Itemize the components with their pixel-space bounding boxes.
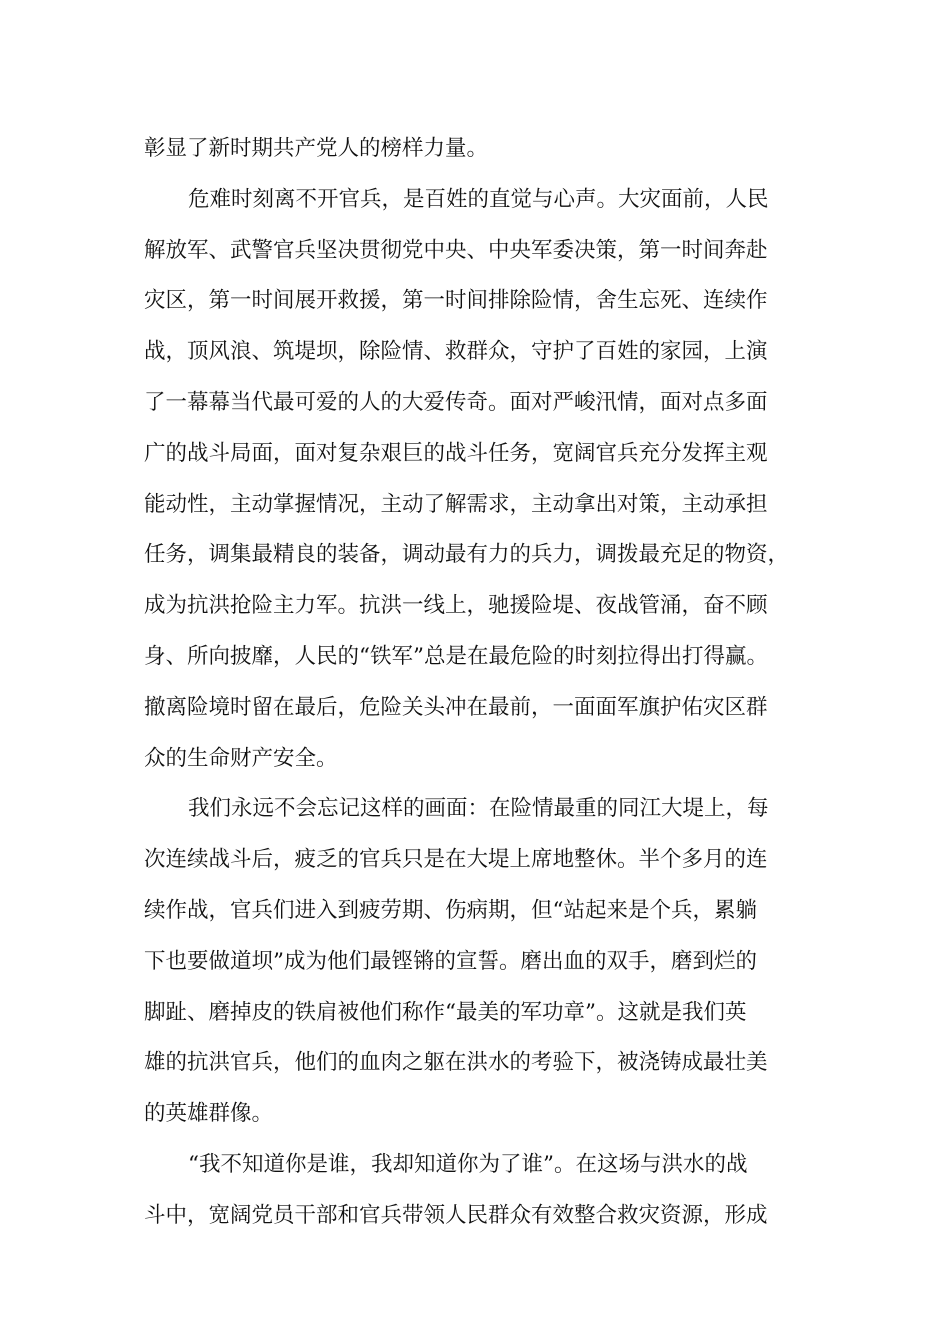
text-line: 战，顶风浪、筑堤坝，除险情、救群众，守护了百姓的家园，上演 (144, 339, 768, 365)
paragraph-first-line: 我们永远不会忘记这样的画面：在险情最重的同江大堤上，每 (188, 796, 769, 822)
paragraph-first-line: “我不知道你是谁，我却知道你为了谁”。在这场与洪水的战 (188, 1151, 748, 1177)
body-text (144, 124, 824, 1242)
paragraph-first-line: 危难时刻离不开官兵，是百姓的直觉与心声。大灾面前，人民 (188, 186, 769, 212)
text-line: 广的战斗局面，面对复杂艰巨的战斗任务，宽阔官兵充分发挥主观 (144, 440, 768, 466)
text-line: 解放军、武警官兵坚决贯彻党中央、中央军委决策，第一时间奔赴 (144, 237, 768, 263)
text-line: 下也要做道坝”成为他们最铿锵的宣誓。磨出血的双手，磨到烂的 (144, 948, 757, 974)
text-line: 撤离险境时留在最后，危险关头冲在最前，一面面军旗护佑灾区群 (144, 694, 768, 720)
text-line: 身、所向披靡，人民的“铁军”总是在最危险的时刻拉得出打得赢。 (144, 643, 768, 669)
text-line: 彰显了新时期共产党人的榜样力量。 (144, 136, 489, 161)
text-line: 成为抗洪抢险主力军。抗洪一线上，驰援险堤、夜战管涌，奋不顾 (144, 593, 768, 619)
text-line: 斗中，宽阔党员干部和官兵带领人民群众有效整合救灾资源，形成 (144, 1202, 768, 1228)
text-line: 的英雄群像。 (144, 1101, 274, 1127)
text-line: 能动性，主动掌握情况，主动了解需求，主动拿出对策，主动承担 (144, 491, 768, 517)
text-line: 雄的抗洪官兵，他们的血肉之躯在洪水的考验下，被浇铸成最壮美 (144, 1050, 768, 1076)
text-line: 灾区，第一时间展开救援，第一时间排除险情，舍生忘死、连续作 (144, 288, 768, 314)
text-line: 续作战，官兵们进入到疲劳期、伤病期，但“站起来是个兵，累躺 (144, 897, 757, 923)
text-line: 次连续战斗后，疲乏的官兵只是在大堤上席地整休。半个多月的连 (144, 847, 768, 873)
text-line: 脚趾、磨掉皮的铁肩被他们称作“最美的军功章”。这就是我们英 (144, 999, 747, 1025)
text-line: 任务，调集最精良的装备，调动最有力的兵力，调拨最充足的物资， (144, 542, 790, 568)
text-line: 众的生命财产安全。 (144, 745, 338, 771)
text-line: 了一幕幕当代最可爱的人的大爱传奇。面对严峻汛情，面对点多面 (144, 389, 768, 415)
